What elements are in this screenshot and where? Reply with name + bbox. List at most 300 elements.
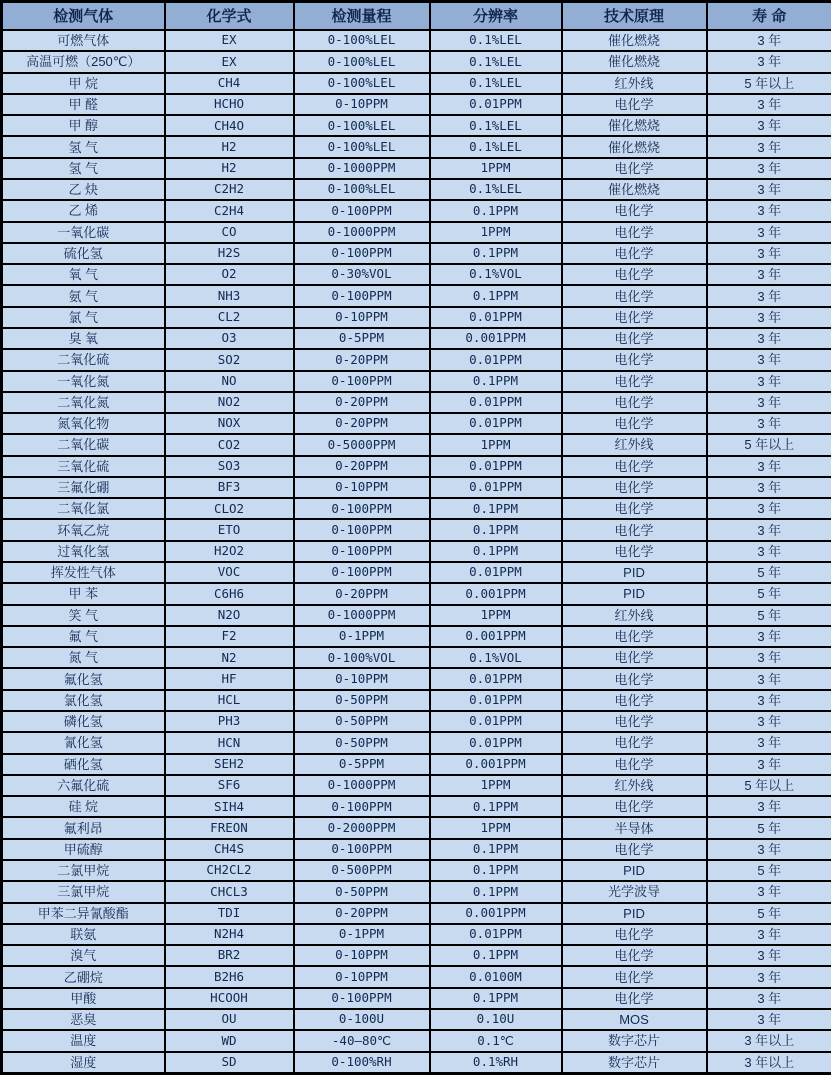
gas-name-cell: 氧 气 (2, 264, 165, 285)
resolution-cell: 0.001PPM (430, 903, 562, 924)
table-row (2, 413, 831, 434)
table-row (2, 626, 831, 647)
resolution-cell: 0.1PPM (430, 200, 562, 221)
table-row (2, 179, 831, 200)
resolution-cell: 1PPM (430, 775, 562, 796)
gas-name-cell: 氟利昂 (2, 817, 165, 838)
gas-name-cell: 二氧化氮 (2, 392, 165, 413)
chemical-formula-cell: NOX (165, 413, 294, 434)
chemical-formula-cell: HCHO (165, 94, 294, 115)
resolution-cell: 1PPM (430, 222, 562, 243)
lifespan-cell: 3 年 (707, 796, 831, 817)
detection-range-cell: 0-100PPM (294, 498, 430, 519)
chemical-formula-cell: C2H4 (165, 200, 294, 221)
resolution-cell: 0.10U (430, 1009, 562, 1030)
lifespan-cell: 3 年 (707, 328, 831, 349)
table-row (2, 945, 831, 966)
lifespan-cell: 3 年 (707, 924, 831, 945)
table-row (2, 115, 831, 136)
lifespan-cell: 3 年 (707, 754, 831, 775)
detection-range-cell: 0-20PPM (294, 903, 430, 924)
table-row (2, 222, 831, 243)
detection-range-cell: 0-100%LEL (294, 136, 430, 157)
technology-cell: 催化燃烧 (562, 136, 707, 157)
resolution-cell: 1PPM (430, 605, 562, 626)
technology-cell: 电化学 (562, 988, 707, 1009)
detection-range-cell: 0-100PPM (294, 519, 430, 540)
gas-name-cell: 温度 (2, 1030, 165, 1051)
resolution-cell: 0.01PPM (430, 668, 562, 689)
technology-cell: 电化学 (562, 498, 707, 519)
detection-range-cell: 0-500PPM (294, 860, 430, 881)
detection-range-cell: 0-100PPM (294, 285, 430, 306)
resolution-cell: 0.1%LEL (430, 73, 562, 94)
gas-name-cell: 氮 气 (2, 647, 165, 668)
lifespan-cell: 3 年 (707, 711, 831, 732)
lifespan-cell: 3 年 (707, 477, 831, 498)
gas-name-cell: 氟 气 (2, 626, 165, 647)
chemical-formula-cell: EX (165, 51, 294, 72)
technology-cell: PID (562, 562, 707, 583)
lifespan-cell: 3 年 (707, 988, 831, 1009)
header-detection-range: 检测量程 (294, 2, 430, 31)
detection-range-cell: 0-10PPM (294, 477, 430, 498)
chemical-formula-cell: C6H6 (165, 583, 294, 604)
gas-name-cell: 可燃气体 (2, 30, 165, 51)
gas-name-cell: 联氨 (2, 924, 165, 945)
technology-cell: 电化学 (562, 222, 707, 243)
table-row (2, 477, 831, 498)
resolution-cell: 0.1PPM (430, 839, 562, 860)
table-row (2, 285, 831, 306)
gas-name-cell: 笑 气 (2, 605, 165, 626)
chemical-formula-cell: ETO (165, 519, 294, 540)
lifespan-cell: 3 年 (707, 222, 831, 243)
resolution-cell: 0.1PPM (430, 541, 562, 562)
lifespan-cell: 3 年 (707, 541, 831, 562)
lifespan-cell: 3 年 (707, 668, 831, 689)
technology-cell: 电化学 (562, 477, 707, 498)
detection-range-cell: 0-100%LEL (294, 30, 430, 51)
lifespan-cell: 5 年 (707, 860, 831, 881)
gas-name-cell: 环氧乙烷 (2, 519, 165, 540)
technology-cell: 半导体 (562, 817, 707, 838)
resolution-cell: 0.1%LEL (430, 115, 562, 136)
technology-cell: 红外线 (562, 73, 707, 94)
detection-range-cell: 0-10PPM (294, 307, 430, 328)
chemical-formula-cell: H2O2 (165, 541, 294, 562)
chemical-formula-cell: TDI (165, 903, 294, 924)
technology-cell: 催化燃烧 (562, 51, 707, 72)
table-row (2, 817, 831, 838)
header-resolution: 分辨率 (430, 2, 562, 31)
resolution-cell: 0.01PPM (430, 477, 562, 498)
table-row (2, 541, 831, 562)
lifespan-cell: 3 年 (707, 413, 831, 434)
technology-cell: 红外线 (562, 434, 707, 455)
table-row (2, 860, 831, 881)
chemical-formula-cell: B2H6 (165, 966, 294, 987)
header-lifespan: 寿 命 (707, 2, 831, 31)
technology-cell: 电化学 (562, 668, 707, 689)
chemical-formula-cell: CO2 (165, 434, 294, 455)
chemical-formula-cell: SO2 (165, 349, 294, 370)
chemical-formula-cell: WD (165, 1030, 294, 1051)
detection-range-cell: 0-20PPM (294, 413, 430, 434)
resolution-cell: 0.1PPM (430, 371, 562, 392)
lifespan-cell: 3 年 (707, 626, 831, 647)
table-row (2, 732, 831, 753)
lifespan-cell: 3 年 (707, 307, 831, 328)
resolution-cell: 0.1%LEL (430, 51, 562, 72)
detection-range-cell: 0-100PPM (294, 796, 430, 817)
resolution-cell: 0.001PPM (430, 328, 562, 349)
detection-range-cell: 0-100PPM (294, 839, 430, 860)
technology-cell: MOS (562, 1009, 707, 1030)
detection-range-cell: 0-20PPM (294, 392, 430, 413)
gas-name-cell: 氟化氢 (2, 668, 165, 689)
detection-range-cell: 0-100PPM (294, 562, 430, 583)
table-row (2, 519, 831, 540)
technology-cell: 电化学 (562, 732, 707, 753)
chemical-formula-cell: VOC (165, 562, 294, 583)
table-row (2, 264, 831, 285)
technology-cell: 电化学 (562, 392, 707, 413)
chemical-formula-cell: N2 (165, 647, 294, 668)
gas-name-cell: 六氟化硫 (2, 775, 165, 796)
table-row (2, 924, 831, 945)
resolution-cell: 0.01PPM (430, 392, 562, 413)
gas-name-cell: 氯化氢 (2, 690, 165, 711)
detection-range-cell: 0-2000PPM (294, 817, 430, 838)
lifespan-cell: 3 年 (707, 94, 831, 115)
chemical-formula-cell: OU (165, 1009, 294, 1030)
chemical-formula-cell: CHCL3 (165, 881, 294, 902)
table-row (2, 371, 831, 392)
resolution-cell: 0.1%LEL (430, 179, 562, 200)
resolution-cell: 0.1PPM (430, 519, 562, 540)
chemical-formula-cell: SF6 (165, 775, 294, 796)
lifespan-cell: 3 年 (707, 1009, 831, 1030)
detection-range-cell: 0-1000PPM (294, 158, 430, 179)
detection-range-cell: 0-10PPM (294, 945, 430, 966)
table-row (2, 434, 831, 455)
lifespan-cell: 5 年以上 (707, 775, 831, 796)
resolution-cell: 0.1PPM (430, 796, 562, 817)
chemical-formula-cell: HF (165, 668, 294, 689)
resolution-cell: 0.1℃ (430, 1030, 562, 1051)
technology-cell: 光学波导 (562, 881, 707, 902)
gas-name-cell: 硒化氢 (2, 754, 165, 775)
chemical-formula-cell: H2 (165, 158, 294, 179)
technology-cell: PID (562, 903, 707, 924)
lifespan-cell: 3 年 (707, 519, 831, 540)
resolution-cell: 0.1%VOL (430, 264, 562, 285)
lifespan-cell: 3 年以上 (707, 1030, 831, 1051)
lifespan-cell: 3 年 (707, 136, 831, 157)
table-row (2, 73, 831, 94)
table-row (2, 136, 831, 157)
gas-name-cell: 甲 醛 (2, 94, 165, 115)
technology-cell: 电化学 (562, 647, 707, 668)
gas-name-cell: 恶臭 (2, 1009, 165, 1030)
resolution-cell: 0.01PPM (430, 562, 562, 583)
header-row (2, 2, 831, 31)
resolution-cell: 1PPM (430, 817, 562, 838)
resolution-cell: 0.1PPM (430, 243, 562, 264)
technology-cell: 电化学 (562, 307, 707, 328)
detection-range-cell: 0-100%LEL (294, 73, 430, 94)
technology-cell: 电化学 (562, 158, 707, 179)
technology-cell: 电化学 (562, 924, 707, 945)
gas-name-cell: 乙 炔 (2, 179, 165, 200)
technology-cell: 电化学 (562, 541, 707, 562)
chemical-formula-cell: HCN (165, 732, 294, 753)
table-row (2, 456, 831, 477)
resolution-cell: 1PPM (430, 434, 562, 455)
resolution-cell: 0.1PPM (430, 945, 562, 966)
detection-range-cell: 0-100PPM (294, 371, 430, 392)
lifespan-cell: 3 年 (707, 732, 831, 753)
table-row (2, 775, 831, 796)
table-row (2, 754, 831, 775)
table-row (2, 583, 831, 604)
table-row (2, 839, 831, 860)
technology-cell: 红外线 (562, 775, 707, 796)
gas-name-cell: 磷化氢 (2, 711, 165, 732)
detection-range-cell: 0-50PPM (294, 732, 430, 753)
resolution-cell: 0.1PPM (430, 860, 562, 881)
technology-cell: 催化燃烧 (562, 115, 707, 136)
gas-name-cell: 挥发性气体 (2, 562, 165, 583)
chemical-formula-cell: BF3 (165, 477, 294, 498)
chemical-formula-cell: BR2 (165, 945, 294, 966)
lifespan-cell: 3 年 (707, 839, 831, 860)
table-body (2, 30, 831, 1074)
resolution-cell: 0.1PPM (430, 881, 562, 902)
resolution-cell: 0.01PPM (430, 732, 562, 753)
technology-cell: 电化学 (562, 754, 707, 775)
gas-name-cell: 氰化氢 (2, 732, 165, 753)
detection-range-cell: 0-100%RH (294, 1052, 430, 1074)
technology-cell: 催化燃烧 (562, 179, 707, 200)
resolution-cell: 0.01PPM (430, 711, 562, 732)
detection-range-cell: -40—80℃ (294, 1030, 430, 1051)
header-gas-name: 检测气体 (2, 2, 165, 31)
gas-name-cell: 甲苯二异氰酸酯 (2, 903, 165, 924)
table-row (2, 30, 831, 51)
detection-range-cell: 0-30%VOL (294, 264, 430, 285)
resolution-cell: 0.01PPM (430, 349, 562, 370)
chemical-formula-cell: NO2 (165, 392, 294, 413)
lifespan-cell: 5 年 (707, 583, 831, 604)
table-row (2, 562, 831, 583)
chemical-formula-cell: CH4 (165, 73, 294, 94)
chemical-formula-cell: CLO2 (165, 498, 294, 519)
detection-range-cell: 0-20PPM (294, 583, 430, 604)
table-row (2, 94, 831, 115)
technology-cell: PID (562, 860, 707, 881)
table-row (2, 711, 831, 732)
lifespan-cell: 5 年以上 (707, 73, 831, 94)
technology-cell: 电化学 (562, 371, 707, 392)
table-row (2, 1009, 831, 1030)
detection-range-cell: 0-50PPM (294, 881, 430, 902)
gas-name-cell: 臭 氧 (2, 328, 165, 349)
gas-name-cell: 二氧化碳 (2, 434, 165, 455)
resolution-cell: 0.001PPM (430, 754, 562, 775)
lifespan-cell: 3 年 (707, 966, 831, 987)
table-row (2, 966, 831, 987)
technology-cell: 红外线 (562, 605, 707, 626)
detection-range-cell: 0-50PPM (294, 690, 430, 711)
lifespan-cell: 3 年 (707, 498, 831, 519)
chemical-formula-cell: PH3 (165, 711, 294, 732)
technology-cell: 电化学 (562, 966, 707, 987)
lifespan-cell: 3 年 (707, 456, 831, 477)
detection-range-cell: 0-1000PPM (294, 222, 430, 243)
gas-name-cell: 乙硼烷 (2, 966, 165, 987)
gas-name-cell: 过氧化氢 (2, 541, 165, 562)
gas-name-cell: 甲 醇 (2, 115, 165, 136)
detection-range-cell: 0-100%LEL (294, 179, 430, 200)
chemical-formula-cell: N2O (165, 605, 294, 626)
gas-name-cell: 甲 苯 (2, 583, 165, 604)
lifespan-cell: 5 年 (707, 562, 831, 583)
table-row (2, 690, 831, 711)
resolution-cell: 0.01PPM (430, 456, 562, 477)
resolution-cell: 0.1%LEL (430, 30, 562, 51)
lifespan-cell: 3 年 (707, 200, 831, 221)
gas-name-cell: 硫化氢 (2, 243, 165, 264)
technology-cell: 电化学 (562, 413, 707, 434)
chemical-formula-cell: O3 (165, 328, 294, 349)
chemical-formula-cell: SO3 (165, 456, 294, 477)
technology-cell: 电化学 (562, 200, 707, 221)
chemical-formula-cell: FREON (165, 817, 294, 838)
table-row (2, 881, 831, 902)
resolution-cell: 0.1PPM (430, 988, 562, 1009)
resolution-cell: 0.01PPM (430, 307, 562, 328)
detection-range-cell: 0-1000PPM (294, 605, 430, 626)
detection-range-cell: 0-50PPM (294, 711, 430, 732)
lifespan-cell: 3 年 (707, 179, 831, 200)
chemical-formula-cell: HCL (165, 690, 294, 711)
resolution-cell: 0.01PPM (430, 924, 562, 945)
chemical-formula-cell: F2 (165, 626, 294, 647)
detection-range-cell: 0-5000PPM (294, 434, 430, 455)
table-row (2, 158, 831, 179)
chemical-formula-cell: HCOOH (165, 988, 294, 1009)
resolution-cell: 0.01PPM (430, 690, 562, 711)
gas-name-cell: 湿度 (2, 1052, 165, 1074)
detection-range-cell: 0-20PPM (294, 349, 430, 370)
resolution-cell: 0.1PPM (430, 285, 562, 306)
lifespan-cell: 3 年 (707, 349, 831, 370)
resolution-cell: 0.1%LEL (430, 136, 562, 157)
resolution-cell: 0.0100M (430, 966, 562, 987)
detection-range-cell: 0-100%VOL (294, 647, 430, 668)
table-row (2, 796, 831, 817)
table-row (2, 647, 831, 668)
gas-name-cell: 氢 气 (2, 158, 165, 179)
lifespan-cell: 3 年 (707, 945, 831, 966)
chemical-formula-cell: CH4O (165, 115, 294, 136)
lifespan-cell: 5 年以上 (707, 434, 831, 455)
gas-name-cell: 氮氧化物 (2, 413, 165, 434)
chemical-formula-cell: H2 (165, 136, 294, 157)
technology-cell: 电化学 (562, 456, 707, 477)
technology-cell: 电化学 (562, 94, 707, 115)
gas-name-cell: 二氧化氯 (2, 498, 165, 519)
table-row (2, 307, 831, 328)
technology-cell: 电化学 (562, 519, 707, 540)
gas-name-cell: 二氯甲烷 (2, 860, 165, 881)
technology-cell: 电化学 (562, 626, 707, 647)
technology-cell: 数字芯片 (562, 1030, 707, 1051)
chemical-formula-cell: H2S (165, 243, 294, 264)
chemical-formula-cell: N2H4 (165, 924, 294, 945)
table-row (2, 498, 831, 519)
resolution-cell: 0.001PPM (430, 626, 562, 647)
lifespan-cell: 3 年 (707, 243, 831, 264)
technology-cell: 电化学 (562, 945, 707, 966)
chemical-formula-cell: SIH4 (165, 796, 294, 817)
detection-range-cell: 0-100%LEL (294, 115, 430, 136)
detection-range-cell: 0-100PPM (294, 200, 430, 221)
technology-cell: 电化学 (562, 285, 707, 306)
gas-name-cell: 一氧化氮 (2, 371, 165, 392)
technology-cell: 电化学 (562, 711, 707, 732)
chemical-formula-cell: NH3 (165, 285, 294, 306)
chemical-formula-cell: EX (165, 30, 294, 51)
lifespan-cell: 3 年 (707, 690, 831, 711)
table-row (2, 1030, 831, 1051)
technology-cell: 电化学 (562, 839, 707, 860)
chemical-formula-cell: CL2 (165, 307, 294, 328)
gas-name-cell: 高温可燃（250℃） (2, 51, 165, 72)
resolution-cell: 0.01PPM (430, 94, 562, 115)
detection-range-cell: 0-100PPM (294, 988, 430, 1009)
detection-range-cell: 0-5PPM (294, 754, 430, 775)
table-row (2, 51, 831, 72)
detection-range-cell: 0-5PPM (294, 328, 430, 349)
resolution-cell: 0.1%VOL (430, 647, 562, 668)
lifespan-cell: 3 年 (707, 647, 831, 668)
resolution-cell: 0.01PPM (430, 413, 562, 434)
table-row (2, 605, 831, 626)
detection-range-cell: 0-10PPM (294, 668, 430, 689)
technology-cell: 催化燃烧 (562, 30, 707, 51)
gas-name-cell: 氢 气 (2, 136, 165, 157)
technology-cell: 电化学 (562, 328, 707, 349)
detection-range-cell: 0-100%LEL (294, 51, 430, 72)
technology-cell: PID (562, 583, 707, 604)
header-chemical-formula: 化学式 (165, 2, 294, 31)
gas-name-cell: 三氯甲烷 (2, 881, 165, 902)
table-row (2, 668, 831, 689)
table-row (2, 392, 831, 413)
resolution-cell: 0.1PPM (430, 498, 562, 519)
chemical-formula-cell: C2H2 (165, 179, 294, 200)
technology-cell: 电化学 (562, 264, 707, 285)
table-row (2, 200, 831, 221)
gas-name-cell: 氯 气 (2, 307, 165, 328)
resolution-cell: 0.001PPM (430, 583, 562, 604)
table-row (2, 349, 831, 370)
gas-name-cell: 二氧化硫 (2, 349, 165, 370)
detection-range-cell: 0-100PPM (294, 541, 430, 562)
